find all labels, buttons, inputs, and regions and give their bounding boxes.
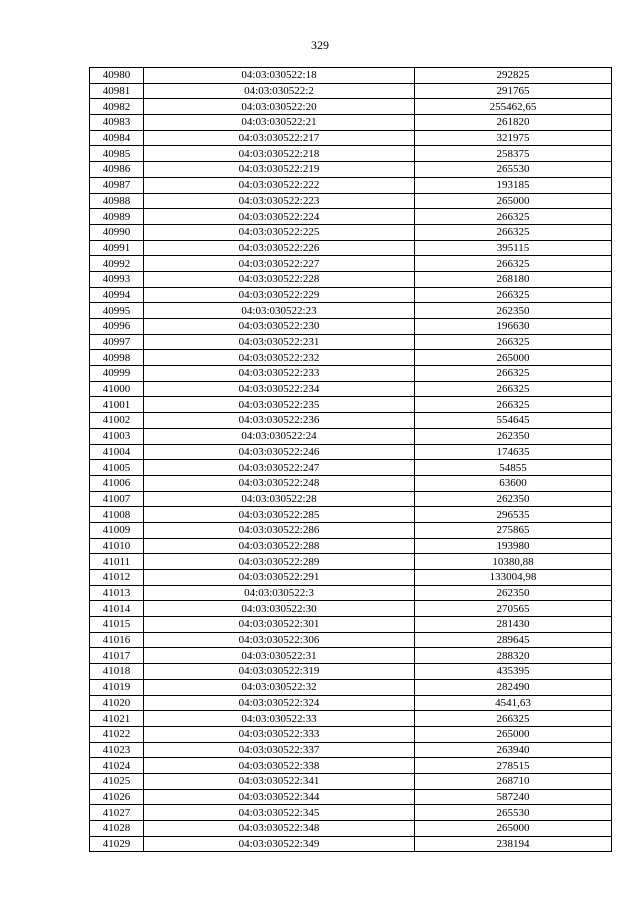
row-number-cell: 41020 xyxy=(90,695,144,711)
table-row xyxy=(90,130,612,146)
table-row xyxy=(90,381,612,397)
value-cell: 395115 xyxy=(415,240,612,256)
cadastral-number-cell: 04:03:030522:21 xyxy=(144,115,415,131)
table-row xyxy=(90,287,612,303)
value-cell: 296535 xyxy=(415,507,612,523)
table-row xyxy=(90,679,612,695)
cadastral-number-cell: 04:03:030522:286 xyxy=(144,522,415,538)
table-row xyxy=(90,554,612,570)
table-row xyxy=(90,193,612,209)
cadastral-number-cell: 04:03:030522:225 xyxy=(144,224,415,240)
table-row xyxy=(90,209,612,225)
table-row xyxy=(90,303,612,319)
table-row xyxy=(90,475,612,491)
row-number-cell: 41006 xyxy=(90,475,144,491)
cadastral-number-cell: 04:03:030522:248 xyxy=(144,475,415,491)
cadastral-number-cell: 04:03:030522:291 xyxy=(144,570,415,586)
table-row xyxy=(90,522,612,538)
row-number-cell: 40996 xyxy=(90,319,144,335)
value-cell: 261820 xyxy=(415,115,612,131)
row-number-cell: 41017 xyxy=(90,648,144,664)
table-row xyxy=(90,366,612,382)
row-number-cell: 40992 xyxy=(90,256,144,272)
table-row xyxy=(90,256,612,272)
cadastral-number-cell: 04:03:030522:236 xyxy=(144,413,415,429)
cadastral-number-cell: 04:03:030522:348 xyxy=(144,821,415,837)
cadastral-number-cell: 04:03:030522:338 xyxy=(144,758,415,774)
value-cell: 266325 xyxy=(415,209,612,225)
value-cell: 321975 xyxy=(415,130,612,146)
table-row xyxy=(90,271,612,287)
row-number-cell: 41022 xyxy=(90,726,144,742)
value-cell: 435395 xyxy=(415,664,612,680)
row-number-cell: 41023 xyxy=(90,742,144,758)
table-row xyxy=(90,601,612,617)
cadastral-number-cell: 04:03:030522:30 xyxy=(144,601,415,617)
row-number-cell: 41014 xyxy=(90,601,144,617)
value-cell: 278515 xyxy=(415,758,612,774)
value-cell: 238194 xyxy=(415,836,612,852)
row-number-cell: 41007 xyxy=(90,491,144,507)
table-row xyxy=(90,570,612,586)
table-row xyxy=(90,177,612,193)
cadastral-number-cell: 04:03:030522:301 xyxy=(144,617,415,633)
table-row xyxy=(90,836,612,852)
value-cell: 291765 xyxy=(415,83,612,99)
value-cell: 265000 xyxy=(415,726,612,742)
table-row xyxy=(90,695,612,711)
row-number-cell: 40981 xyxy=(90,83,144,99)
table-body xyxy=(90,68,612,852)
value-cell: 289645 xyxy=(415,632,612,648)
table-row xyxy=(90,240,612,256)
cadastral-number-cell: 04:03:030522:18 xyxy=(144,68,415,84)
row-number-cell: 41012 xyxy=(90,570,144,586)
row-number-cell: 41015 xyxy=(90,617,144,633)
row-number-cell: 40980 xyxy=(90,68,144,84)
row-number-cell: 40989 xyxy=(90,209,144,225)
table-row xyxy=(90,617,612,633)
page-number: 329 xyxy=(311,38,329,52)
value-cell: 193185 xyxy=(415,177,612,193)
cadastral-number-cell: 04:03:030522:223 xyxy=(144,193,415,209)
cadastral-number-cell: 04:03:030522:23 xyxy=(144,303,415,319)
row-number-cell: 40985 xyxy=(90,146,144,162)
cadastral-number-cell: 04:03:030522:234 xyxy=(144,381,415,397)
value-cell: 133004,98 xyxy=(415,570,612,586)
cadastral-number-cell: 04:03:030522:32 xyxy=(144,679,415,695)
cadastral-number-cell: 04:03:030522:289 xyxy=(144,554,415,570)
value-cell: 266325 xyxy=(415,381,612,397)
table-row xyxy=(90,664,612,680)
value-cell: 262350 xyxy=(415,491,612,507)
cadastral-number-cell: 04:03:030522:246 xyxy=(144,444,415,460)
cadastral-number-cell: 04:03:030522:341 xyxy=(144,773,415,789)
value-cell: 54855 xyxy=(415,460,612,476)
cadastral-number-cell: 04:03:030522:226 xyxy=(144,240,415,256)
value-cell: 282490 xyxy=(415,679,612,695)
table-row xyxy=(90,460,612,476)
value-cell: 196630 xyxy=(415,319,612,335)
value-cell: 262350 xyxy=(415,303,612,319)
value-cell: 255462,65 xyxy=(415,99,612,115)
row-number-cell: 40987 xyxy=(90,177,144,193)
table-row xyxy=(90,99,612,115)
cadastral-number-cell: 04:03:030522:20 xyxy=(144,99,415,115)
table-row xyxy=(90,821,612,837)
row-number-cell: 41001 xyxy=(90,397,144,413)
table-row xyxy=(90,538,612,554)
table-row xyxy=(90,726,612,742)
cadastral-number-cell: 04:03:030522:219 xyxy=(144,162,415,178)
value-cell: 263940 xyxy=(415,742,612,758)
table-row xyxy=(90,413,612,429)
value-cell: 266325 xyxy=(415,366,612,382)
value-cell: 4541,63 xyxy=(415,695,612,711)
row-number-cell: 40984 xyxy=(90,130,144,146)
table-row xyxy=(90,632,612,648)
cadastral-number-cell: 04:03:030522:344 xyxy=(144,789,415,805)
table-row xyxy=(90,585,612,601)
cadastral-number-cell: 04:03:030522:288 xyxy=(144,538,415,554)
value-cell: 265000 xyxy=(415,821,612,837)
cadastral-number-cell: 04:03:030522:24 xyxy=(144,428,415,444)
row-number-cell: 41018 xyxy=(90,664,144,680)
cadastral-number-cell: 04:03:030522:349 xyxy=(144,836,415,852)
row-number-cell: 41000 xyxy=(90,381,144,397)
table-row xyxy=(90,162,612,178)
data-table xyxy=(89,67,612,852)
value-cell: 63600 xyxy=(415,475,612,491)
value-cell: 262350 xyxy=(415,428,612,444)
cadastral-number-cell: 04:03:030522:230 xyxy=(144,319,415,335)
row-number-cell: 40988 xyxy=(90,193,144,209)
row-number-cell: 40993 xyxy=(90,271,144,287)
value-cell: 281430 xyxy=(415,617,612,633)
value-cell: 292825 xyxy=(415,68,612,84)
row-number-cell: 41025 xyxy=(90,773,144,789)
row-number-cell: 41024 xyxy=(90,758,144,774)
table-row xyxy=(90,507,612,523)
row-number-cell: 40999 xyxy=(90,366,144,382)
row-number-cell: 41003 xyxy=(90,428,144,444)
table-row xyxy=(90,444,612,460)
row-number-cell: 40997 xyxy=(90,334,144,350)
row-number-cell: 40998 xyxy=(90,350,144,366)
cadastral-number-cell: 04:03:030522:28 xyxy=(144,491,415,507)
cadastral-number-cell: 04:03:030522:306 xyxy=(144,632,415,648)
row-number-cell: 40991 xyxy=(90,240,144,256)
row-number-cell: 40983 xyxy=(90,115,144,131)
table-row xyxy=(90,648,612,664)
value-cell: 265000 xyxy=(415,350,612,366)
value-cell: 266325 xyxy=(415,256,612,272)
row-number-cell: 41002 xyxy=(90,413,144,429)
cadastral-number-cell: 04:03:030522:228 xyxy=(144,271,415,287)
row-number-cell: 41011 xyxy=(90,554,144,570)
row-number-cell: 41013 xyxy=(90,585,144,601)
table-row xyxy=(90,83,612,99)
cadastral-number-cell: 04:03:030522:345 xyxy=(144,805,415,821)
cadastral-number-cell: 04:03:030522:33 xyxy=(144,711,415,727)
cadastral-number-cell: 04:03:030522:235 xyxy=(144,397,415,413)
cadastral-number-cell: 04:03:030522:247 xyxy=(144,460,415,476)
value-cell: 268180 xyxy=(415,271,612,287)
cadastral-number-cell: 04:03:030522:233 xyxy=(144,366,415,382)
row-number-cell: 41016 xyxy=(90,632,144,648)
cadastral-number-cell: 04:03:030522:337 xyxy=(144,742,415,758)
value-cell: 266325 xyxy=(415,224,612,240)
table-row xyxy=(90,711,612,727)
cadastral-number-cell: 04:03:030522:231 xyxy=(144,334,415,350)
row-number-cell: 40995 xyxy=(90,303,144,319)
row-number-cell: 41010 xyxy=(90,538,144,554)
value-cell: 268710 xyxy=(415,773,612,789)
row-number-cell: 41008 xyxy=(90,507,144,523)
cadastral-number-cell: 04:03:030522:3 xyxy=(144,585,415,601)
row-number-cell: 41004 xyxy=(90,444,144,460)
value-cell: 288320 xyxy=(415,648,612,664)
value-cell: 265530 xyxy=(415,162,612,178)
cadastral-number-cell: 04:03:030522:319 xyxy=(144,664,415,680)
row-number-cell: 41019 xyxy=(90,679,144,695)
row-number-cell: 41028 xyxy=(90,821,144,837)
row-number-cell: 40982 xyxy=(90,99,144,115)
cadastral-number-cell: 04:03:030522:218 xyxy=(144,146,415,162)
row-number-cell: 41021 xyxy=(90,711,144,727)
table-row xyxy=(90,773,612,789)
row-number-cell: 41009 xyxy=(90,522,144,538)
cadastral-number-cell: 04:03:030522:227 xyxy=(144,256,415,272)
value-cell: 10380,88 xyxy=(415,554,612,570)
value-cell: 265000 xyxy=(415,193,612,209)
row-number-cell: 41029 xyxy=(90,836,144,852)
cadastral-number-cell: 04:03:030522:2 xyxy=(144,83,415,99)
cadastral-number-cell: 04:03:030522:333 xyxy=(144,726,415,742)
value-cell: 265530 xyxy=(415,805,612,821)
table-row xyxy=(90,334,612,350)
value-cell: 193980 xyxy=(415,538,612,554)
value-cell: 258375 xyxy=(415,146,612,162)
value-cell: 266325 xyxy=(415,397,612,413)
value-cell: 554645 xyxy=(415,413,612,429)
table-row xyxy=(90,115,612,131)
table-row xyxy=(90,789,612,805)
cadastral-number-cell: 04:03:030522:232 xyxy=(144,350,415,366)
value-cell: 174635 xyxy=(415,444,612,460)
value-cell: 266325 xyxy=(415,334,612,350)
row-number-cell: 40994 xyxy=(90,287,144,303)
cadastral-number-cell: 04:03:030522:324 xyxy=(144,695,415,711)
table-row xyxy=(90,428,612,444)
cadastral-number-cell: 04:03:030522:217 xyxy=(144,130,415,146)
value-cell: 587240 xyxy=(415,789,612,805)
value-cell: 266325 xyxy=(415,287,612,303)
table-row xyxy=(90,224,612,240)
cadastral-number-cell: 04:03:030522:222 xyxy=(144,177,415,193)
row-number-cell: 40986 xyxy=(90,162,144,178)
table-row xyxy=(90,319,612,335)
row-number-cell: 41026 xyxy=(90,789,144,805)
row-number-cell: 41027 xyxy=(90,805,144,821)
value-cell: 266325 xyxy=(415,711,612,727)
cadastral-number-cell: 04:03:030522:285 xyxy=(144,507,415,523)
cadastral-number-cell: 04:03:030522:224 xyxy=(144,209,415,225)
table-row xyxy=(90,146,612,162)
table-row xyxy=(90,758,612,774)
table-row xyxy=(90,68,612,84)
row-number-cell: 40990 xyxy=(90,224,144,240)
table-row xyxy=(90,805,612,821)
value-cell: 262350 xyxy=(415,585,612,601)
cadastral-number-cell: 04:03:030522:31 xyxy=(144,648,415,664)
table-row xyxy=(90,397,612,413)
table-row xyxy=(90,350,612,366)
cadastral-number-cell: 04:03:030522:229 xyxy=(144,287,415,303)
value-cell: 270565 xyxy=(415,601,612,617)
value-cell: 275865 xyxy=(415,522,612,538)
table-row xyxy=(90,742,612,758)
table-row xyxy=(90,491,612,507)
row-number-cell: 41005 xyxy=(90,460,144,476)
